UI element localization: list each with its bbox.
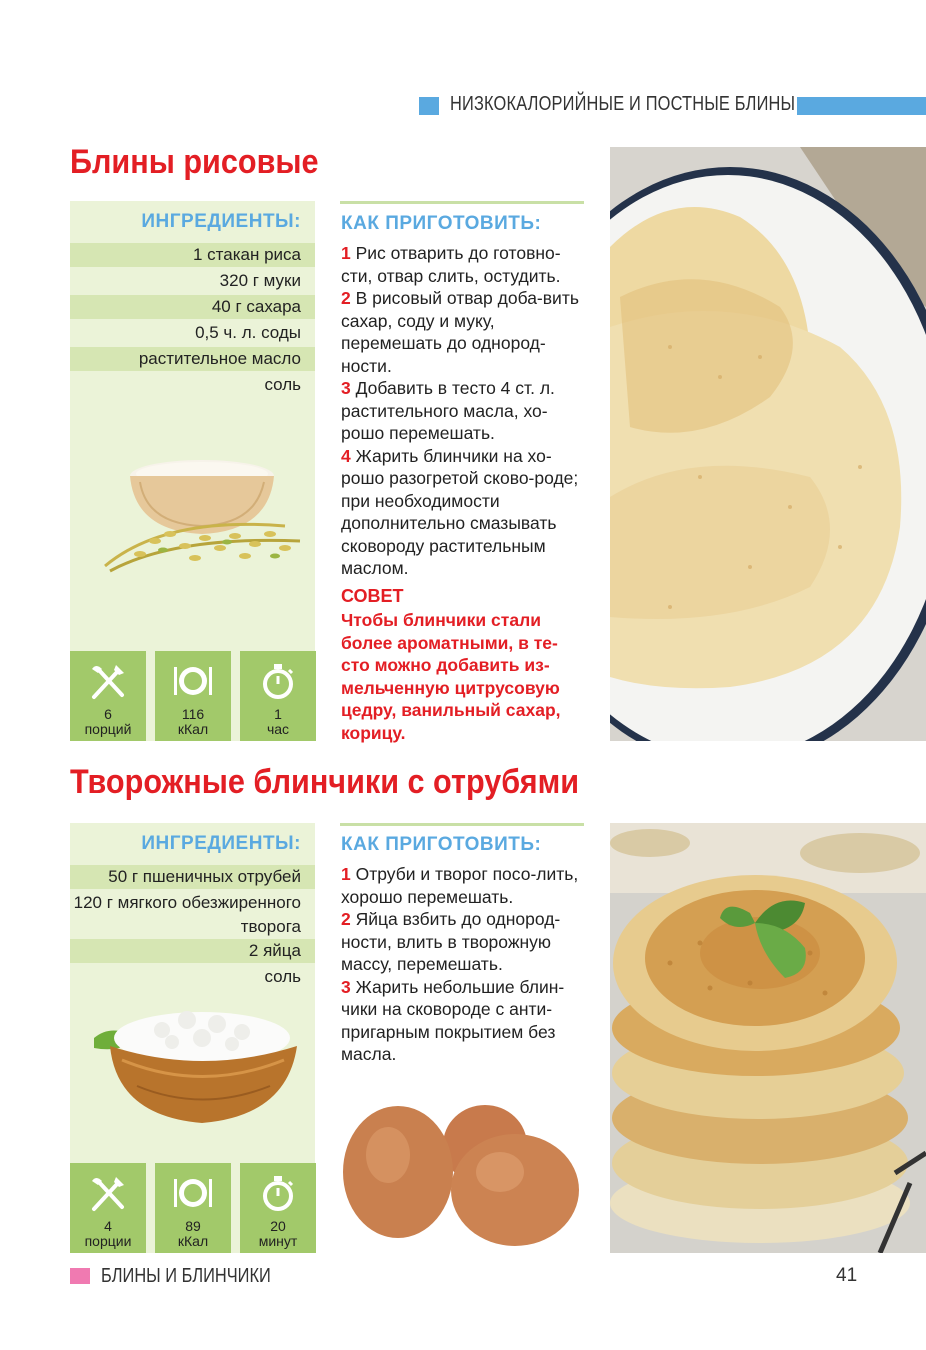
step-text: Яйца взбить до однород-ности, влить в творожную массу, перемешать.: [341, 909, 561, 974]
ingredient-item: соль: [264, 967, 301, 986]
step-text: Добавить в тесто 4 ст. л. растительного масла, хо-рошо перемешать.: [341, 378, 555, 443]
cottage-pancakes-photo: [610, 823, 926, 1253]
step-item: [341, 976, 586, 1066]
stat-unit: кКал: [177, 1233, 209, 1249]
ingredient-item: 40 г сахара: [70, 295, 315, 319]
ingredient-item: 120 г мягкого обезжиренного творога: [73, 893, 301, 936]
stat-value: 89: [185, 1218, 201, 1234]
fork-knife-icon: [88, 1173, 128, 1213]
step-text: Жарить блинчики на хо-рошо разогретой сково-роде; при необходимости дополнительно смазывать сковороду растительным маслом.: [341, 445, 579, 578]
tip-text: Чтобы блинчики стали более ароматными, в те-сто можно добавить из-мельченную цитрусовую цедру, ванильный сахар, корицу.: [341, 610, 561, 743]
recipe-title: Творожные блинчики с отрубями: [70, 763, 580, 801]
stat-time: [240, 651, 316, 741]
ingredients-heading: ИНГРЕДИЕНТЫ:: [141, 833, 301, 854]
header-marker: [419, 97, 439, 115]
steps-list: [341, 242, 586, 580]
step-number: 3: [341, 976, 351, 997]
footer-section: БЛИНЫ И БЛИНЧИКИ: [101, 1265, 271, 1287]
step-number: 2: [341, 909, 351, 929]
step-number: 1: [341, 243, 351, 263]
how-to-heading: КАК ПРИГОТОВИТЬ:: [341, 834, 542, 855]
stat-unit: порций: [84, 721, 132, 737]
stat-value: 1: [274, 706, 282, 722]
step-text: Отруби и творог посо-лить, хорошо перемешать.: [341, 864, 579, 907]
step-number: 3: [341, 378, 351, 398]
step-item: [341, 863, 586, 908]
step-number: 1: [341, 864, 351, 884]
stat-value: 116: [181, 706, 205, 722]
page-number: 41: [836, 1265, 858, 1286]
rice-bowl-image: [95, 446, 310, 586]
stat-unit: минут: [258, 1233, 298, 1249]
stat-value: 20: [270, 1218, 286, 1234]
step-number: 2: [341, 288, 351, 308]
stopwatch-icon: [258, 661, 298, 701]
stat-unit: час: [266, 721, 290, 737]
how-to-heading: КАК ПРИГОТОВИТЬ:: [341, 213, 542, 234]
stat-calories: [155, 1163, 231, 1253]
ingredient-item: растительное масло: [70, 347, 315, 371]
step-number: 4: [341, 445, 351, 466]
stat-value: 4: [104, 1218, 112, 1234]
ingredient-item: 1 стакан риса: [70, 243, 315, 267]
section-rule: [340, 201, 584, 204]
step-item: [341, 377, 586, 445]
step-item: [341, 242, 586, 287]
ingredient-item: соль: [264, 375, 301, 394]
step-item: [341, 287, 586, 377]
step-text: В рисовый отвар доба-вить сахар, соду и муку, перемешать до однород-ности.: [341, 288, 579, 376]
plate-icon: [173, 661, 213, 701]
header-bar: [797, 97, 926, 115]
stat-unit: порции: [84, 1233, 132, 1249]
fork-knife-icon: [88, 661, 128, 701]
stat-time: [240, 1163, 316, 1253]
step-text: Жарить небольшие блин-чики на сковороде с анти-пригарным покрытием без масла.: [341, 976, 565, 1064]
recipe-title: Блины рисовые: [70, 143, 319, 181]
ingredient-item: 320 г муки: [219, 271, 301, 290]
stat-value: 6: [104, 706, 112, 722]
stopwatch-icon: [258, 1173, 298, 1213]
tip-heading: СОВЕТ: [341, 586, 404, 606]
step-item: [341, 908, 586, 976]
footer-marker: [70, 1268, 90, 1284]
eggs-image: [340, 1100, 585, 1250]
steps-list: [341, 863, 586, 1066]
step-item: [341, 445, 586, 580]
plate-icon: [173, 1173, 213, 1213]
section-header: НИЗКОКАЛОРИЙНЫЕ И ПОСТНЫЕ БЛИНЫ: [450, 93, 796, 115]
ingredient-item: 2 яйца: [70, 939, 315, 963]
cottage-cheese-bowl-image: [92, 998, 307, 1138]
stat-portions: [70, 1163, 146, 1253]
stat-calories: [155, 651, 231, 741]
step-text: Рис отварить до готовно-сти, отвар слить, остудить.: [341, 243, 561, 286]
stat-portions: [70, 651, 146, 741]
ingredients-heading: ИНГРЕДИЕНТЫ:: [141, 211, 301, 232]
stat-unit: кКал: [177, 721, 209, 737]
ingredient-item: 50 г пшеничных отрубей: [70, 865, 315, 889]
section-rule: [340, 823, 584, 826]
ingredient-item: 0,5 ч. л. соды: [195, 323, 301, 342]
rice-pancakes-photo: [610, 147, 926, 741]
